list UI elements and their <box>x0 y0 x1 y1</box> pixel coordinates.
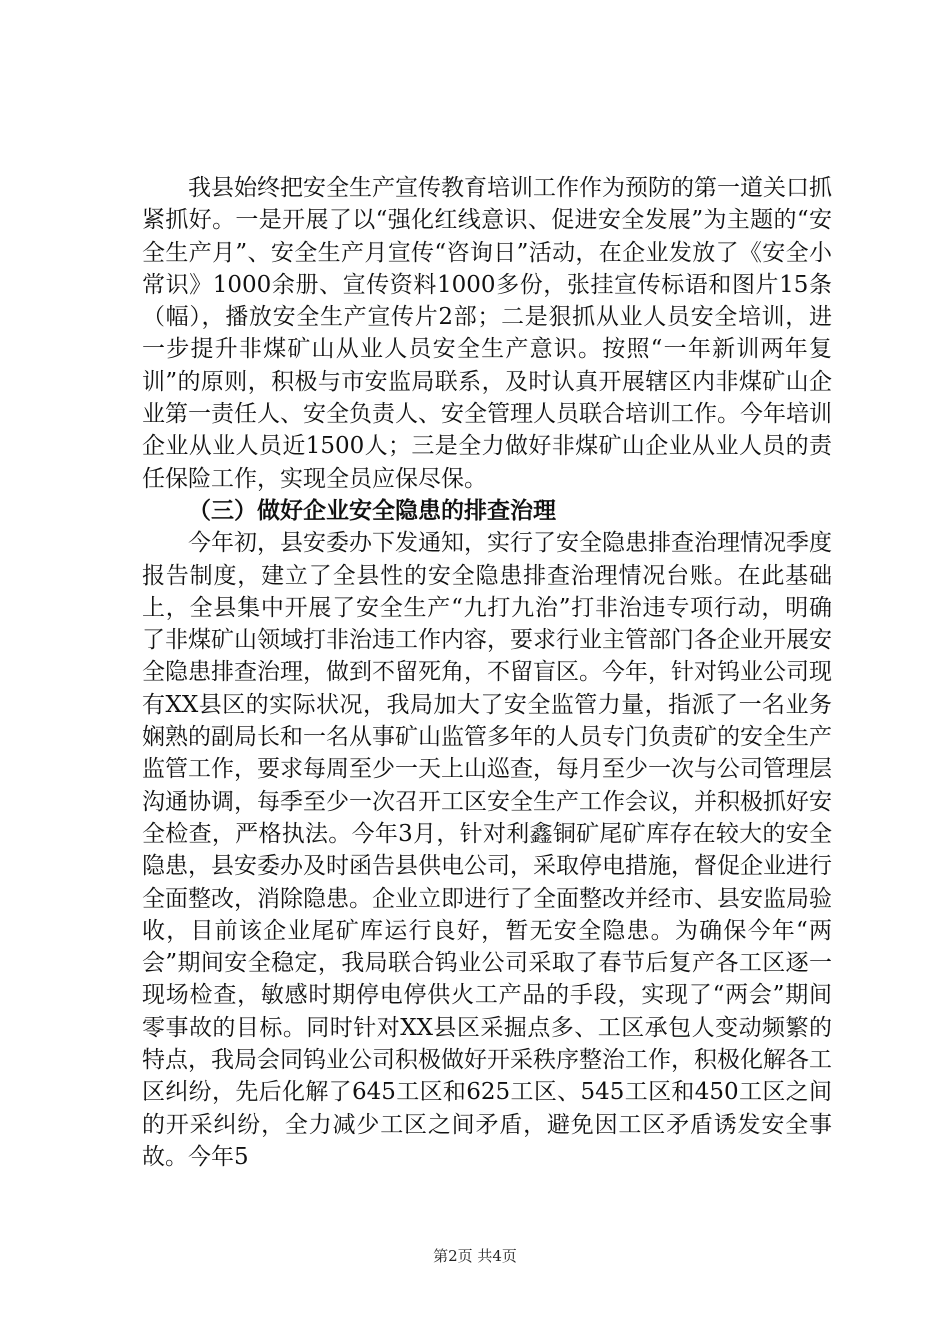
document-body <box>142 172 832 1173</box>
paragraph-training: 我县始终把安全生产宣传教育培训工作作为预防的第一道关口抓紧抓好。一是开展了以“强化红线意识、促进安全发展”为主题的“安全生产月”、安全生产月宣传“咨询日”活动，在企业发放了《安全小常识》1000余册、宣传资料1000多份，张挂宣传标语和图片15条（幅），播放安全生产宣传片2部；二是狠抓从业人员安全培训，进一步提升非煤矿山从业人员安全生产意识。按照“一年新训两年复训”的原则，积极与市安监局联系，及时认真开展辖区内非煤矿山企业第一责任人、安全负责人、安全管理人员联合培训工作。今年培训企业从业人员近1500人；三是全力做好非煤矿山企业从业人员的责任保险工作，实现全员应保尽保。 <box>142 175 832 492</box>
section-heading: （三）做好企业安全隐患的排查治理 <box>188 497 556 524</box>
page-footer: 第2页 共4页 <box>433 1247 517 1265</box>
paragraph-hazard-inspection: 今年初，县安委办下发通知，实行了安全隐患排查治理情况季度报告制度，建立了全县性的安全隐患排查治理情况台账。在此基础上，全县集中开展了安全生产“九打九治”打非治违专项行动，明确了非煤矿山领域打非治违工作内容，要求行业主管部门各企业开展安全隐患排查治理，做到不留死角，不留盲区。今年，针对钨业公司现有XX县区的实际状况，我局加大了安全监管力量，指派了一名业务娴熟的副局长和一名从事矿山监管多年的人员专门负责矿的安全生产监管工作，要求每周至少一天上山巡查，每月至少一次与公司管理层沟通协调，每季至少一次召开工区安全生产工作会议，并积极抓好安全检查，严格执法。今年3月，针对利鑫铜矿尾矿库存在较大的安全隐患，县安委办及时函告县供电公司，采取停电措施，督促企业进行全面整改，消除隐患。企业立即进行了全面整改并经市、县安监局验收，目前该企业尾矿库运行良好，暂无安全隐患。为确保今年“两会”期间安全稳定，我局联合钨业公司采取了春节后复产各工区逐一现场检查，敏感时期停电停供火工产品的手段，实现了“两会”期间零事故的目标。同时针对XX县区采掘点多、工区承包人变动频繁的特点，我局会同钨业公司积极做好开采秩序整治工作，积极化解各工区纠纷，先后化解了645工区和625工区、545工区和450工区之间的开采纠纷，全力减少工区之间矛盾，避免因工区矛盾诱发安全事故。今年5 <box>142 530 832 1170</box>
